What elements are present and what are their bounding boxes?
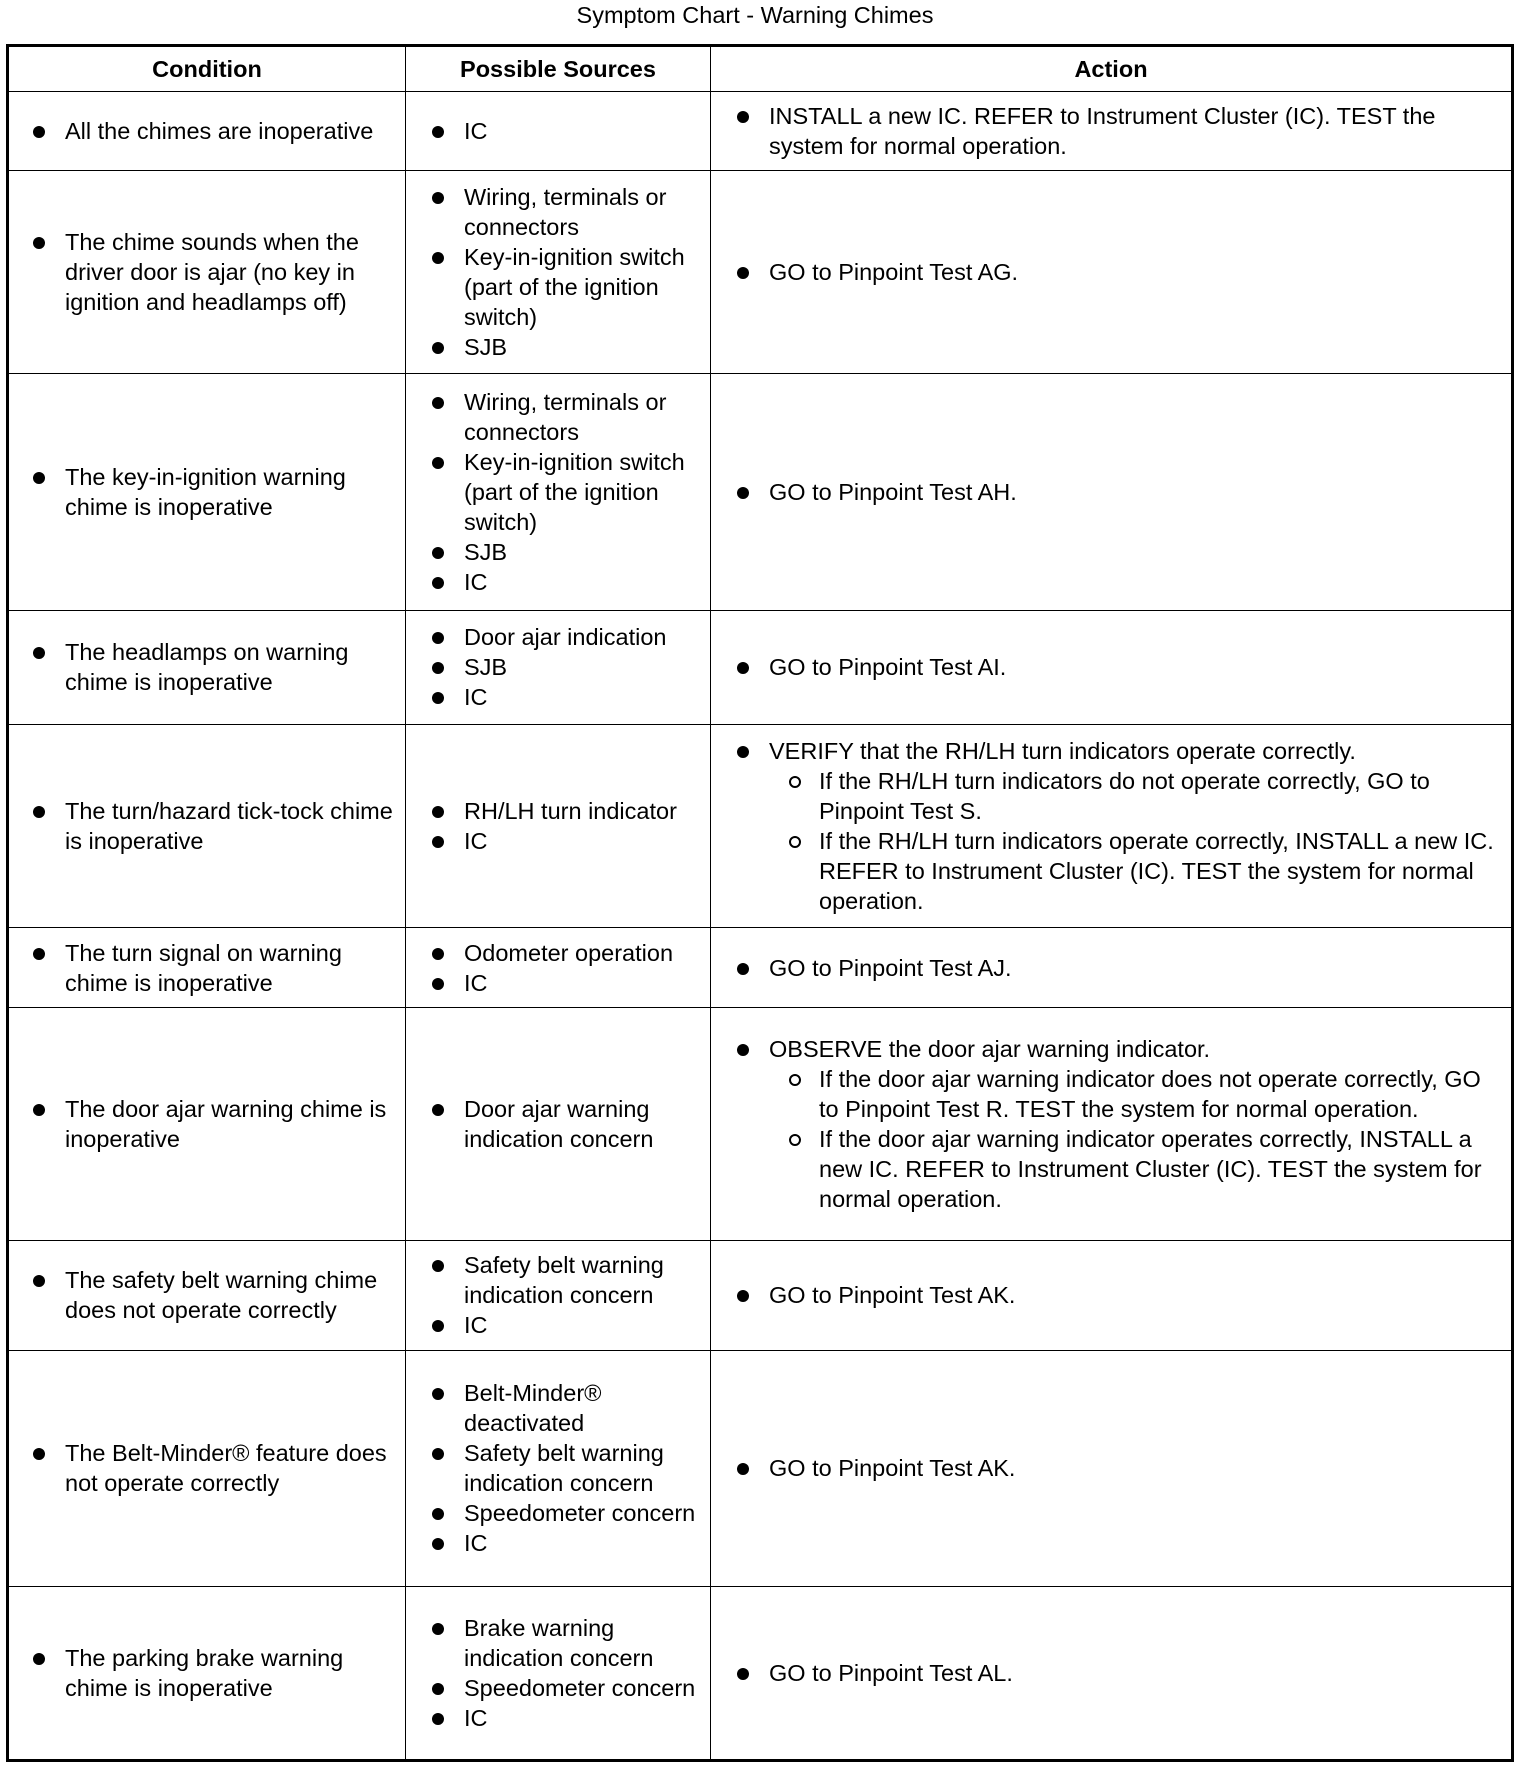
condition-list: [31, 1265, 395, 1325]
header-row: [8, 46, 1513, 92]
source-item: Key-in-ignition switch (part of the ignition switch): [430, 447, 704, 537]
action-item: [735, 101, 1503, 161]
action-cell: [711, 1350, 1513, 1586]
source-item: Safety belt warning indication concern: [430, 1250, 704, 1310]
condition-list: [31, 637, 395, 697]
symptom-chart-table: [6, 44, 1514, 1762]
condition-cell: [8, 1350, 406, 1586]
possible-sources-cell: [406, 374, 711, 611]
source-item: RH/LH turn indicator: [430, 796, 704, 826]
source-item: Speedometer concern: [430, 1498, 704, 1528]
condition-text: The turn signal on warning chime is inoperative: [31, 938, 395, 998]
sources-list: [430, 1378, 704, 1558]
table-row: [8, 92, 1513, 171]
condition-list: [31, 938, 395, 998]
condition-text: The key-in-ignition warning chime is inoperative: [31, 462, 395, 522]
possible-sources-cell: [406, 92, 711, 171]
source-item: IC: [430, 1310, 704, 1340]
action-sub-list: [769, 1064, 1503, 1214]
action-sub-item: If the door ajar warning indicator does not operate correctly, GO to Pinpoint Test R. TEST the system for normal operation.: [769, 1064, 1503, 1124]
action-item: [735, 477, 1503, 507]
action-item: [735, 1453, 1503, 1483]
actions-list: [735, 953, 1503, 983]
condition-list: [31, 1643, 395, 1703]
condition-list: [31, 796, 395, 856]
sources-list: [430, 182, 704, 362]
action-cell: [711, 724, 1513, 927]
possible-sources-cell: [406, 928, 711, 1008]
action-text: GO to Pinpoint Test AG.: [769, 258, 1019, 285]
condition-list: [31, 1438, 395, 1498]
table-row: [8, 611, 1513, 725]
source-item: Wiring, terminals or connectors: [430, 387, 704, 447]
table-row: [8, 1007, 1513, 1240]
action-sub-list: [769, 766, 1503, 916]
source-item: Odometer operation: [430, 938, 704, 968]
condition-text: The Belt-Minder® feature does not operate correctly: [31, 1438, 395, 1498]
action-cell: [711, 92, 1513, 171]
source-item: IC: [430, 1703, 704, 1733]
action-text: GO to Pinpoint Test AK.: [769, 1282, 1016, 1309]
condition-cell: [8, 374, 406, 611]
sources-list: [430, 1094, 704, 1154]
condition-list: [31, 1094, 395, 1154]
condition-text: The turn/hazard tick-tock chime is inoperative: [31, 796, 395, 856]
source-item: Wiring, terminals or connectors: [430, 182, 704, 242]
action-sub-item: If the RH/LH turn indicators operate correctly, INSTALL a new IC. REFER to Instrument Cluster (IC). TEST the system for normal operation.: [769, 826, 1503, 916]
source-item: Door ajar warning indication concern: [430, 1094, 704, 1154]
action-cell: [711, 374, 1513, 611]
condition-cell: [8, 1007, 406, 1240]
action-text: GO to Pinpoint Test AK.: [769, 1455, 1016, 1482]
sources-list: [430, 1250, 704, 1340]
header-action: Action: [711, 46, 1513, 92]
condition-cell: [8, 92, 406, 171]
action-item: [735, 953, 1503, 983]
source-item: IC: [430, 1528, 704, 1558]
condition-list: [31, 116, 395, 146]
sources-list: [430, 796, 704, 856]
condition-list: [31, 462, 395, 522]
action-item: [735, 652, 1503, 682]
source-item: Door ajar indication: [430, 622, 704, 652]
table-row: [8, 1240, 1513, 1350]
action-item: [735, 736, 1503, 916]
possible-sources-cell: [406, 1586, 711, 1760]
table-row: [8, 1586, 1513, 1760]
action-text: GO to Pinpoint Test AH.: [769, 479, 1017, 506]
action-cell: [711, 611, 1513, 725]
action-cell: [711, 1007, 1513, 1240]
condition-text: The safety belt warning chime does not operate correctly: [31, 1265, 395, 1325]
sources-list: [430, 938, 704, 998]
table-row: [8, 724, 1513, 927]
action-text: VERIFY that the RH/LH turn indicators operate correctly.: [769, 737, 1356, 764]
possible-sources-cell: [406, 170, 711, 373]
action-cell: [711, 1586, 1513, 1760]
condition-cell: [8, 724, 406, 927]
condition-text: The door ajar warning chime is inoperative: [31, 1094, 395, 1154]
action-item: [735, 1658, 1503, 1688]
actions-list: [735, 101, 1503, 161]
condition-cell: [8, 170, 406, 373]
actions-list: [735, 1280, 1503, 1310]
chart-title: Symptom Chart - Warning Chimes: [576, 2, 934, 28]
possible-sources-cell: [406, 1350, 711, 1586]
condition-cell: [8, 928, 406, 1008]
possible-sources-cell: [406, 611, 711, 725]
table-row: [8, 170, 1513, 373]
table-row: [8, 1350, 1513, 1586]
actions-list: [735, 1658, 1503, 1688]
action-text: GO to Pinpoint Test AL.: [769, 1659, 1013, 1686]
condition-cell: [8, 1240, 406, 1350]
table-body: [8, 92, 1513, 1761]
action-text: GO to Pinpoint Test AI.: [769, 654, 1007, 681]
condition-list: [31, 227, 395, 317]
condition-text: The chime sounds when the driver door is ajar (no key in ignition and headlamps off): [31, 227, 395, 317]
source-item: Brake warning indication concern: [430, 1613, 704, 1673]
sources-list: [430, 1613, 704, 1733]
action-cell: [711, 928, 1513, 1008]
actions-list: [735, 1453, 1503, 1483]
source-item: SJB: [430, 537, 704, 567]
sources-list: [430, 387, 704, 597]
actions-list: [735, 477, 1503, 507]
source-item: Belt-Minder® deactivated: [430, 1378, 704, 1438]
source-item: Safety belt warning indication concern: [430, 1438, 704, 1498]
source-item: IC: [430, 116, 704, 146]
condition-text: The headlamps on warning chime is inoperative: [31, 637, 395, 697]
action-item: [735, 1034, 1503, 1214]
action-cell: [711, 1240, 1513, 1350]
header-possible-sources: Possible Sources: [406, 46, 711, 92]
source-item: IC: [430, 567, 704, 597]
source-item: Speedometer concern: [430, 1673, 704, 1703]
source-item: IC: [430, 826, 704, 856]
condition-cell: [8, 611, 406, 725]
source-item: IC: [430, 682, 704, 712]
header-condition: Condition: [8, 46, 406, 92]
action-item: [735, 1280, 1503, 1310]
actions-list: [735, 652, 1503, 682]
actions-list: [735, 257, 1503, 287]
source-item: Key-in-ignition switch (part of the ignition switch): [430, 242, 704, 332]
action-sub-item: If the door ajar warning indicator operates correctly, INSTALL a new IC. REFER to Instrument Cluster (IC). TEST the system for normal operation.: [769, 1124, 1503, 1214]
sources-list: [430, 116, 704, 146]
possible-sources-cell: [406, 1007, 711, 1240]
action-item: [735, 257, 1503, 287]
possible-sources-cell: [406, 724, 711, 927]
action-text: GO to Pinpoint Test AJ.: [769, 954, 1012, 981]
source-item: SJB: [430, 332, 704, 362]
possible-sources-cell: [406, 1240, 711, 1350]
action-text: INSTALL a new IC. REFER to Instrument Cluster (IC). TEST the system for normal operation.: [769, 102, 1436, 159]
actions-list: [735, 736, 1503, 916]
sources-list: [430, 622, 704, 712]
condition-cell: [8, 1586, 406, 1760]
actions-list: [735, 1034, 1503, 1214]
source-item: SJB: [430, 652, 704, 682]
source-item: IC: [430, 968, 704, 998]
table-row: [8, 928, 1513, 1008]
condition-text: All the chimes are inoperative: [31, 116, 395, 146]
action-text: OBSERVE the door ajar warning indicator.: [769, 1035, 1211, 1062]
table-row: [8, 374, 1513, 611]
action-cell: [711, 170, 1513, 373]
condition-text: The parking brake warning chime is inoperative: [31, 1643, 395, 1703]
action-sub-item: If the RH/LH turn indicators do not operate correctly, GO to Pinpoint Test S.: [769, 766, 1503, 826]
